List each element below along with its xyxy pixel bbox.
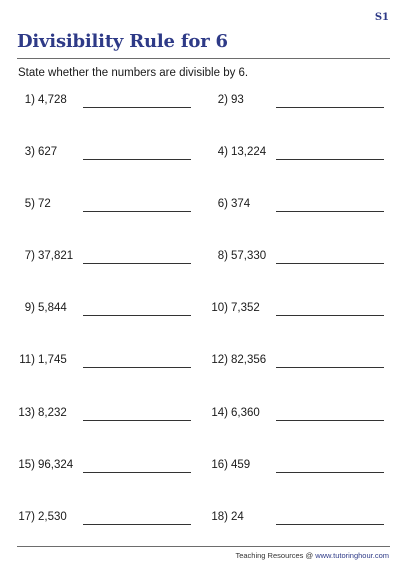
problem-number: 7): [24, 250, 35, 263]
problem-value: 6,360: [231, 406, 260, 419]
answer-line[interactable]: [83, 524, 191, 525]
problem-item: [15, 302, 208, 354]
answer-line[interactable]: [276, 524, 384, 525]
problem-number: 16): [211, 458, 228, 471]
answer-line[interactable]: [83, 472, 191, 473]
problem-number: 2): [217, 94, 228, 106]
answer-line[interactable]: [83, 107, 191, 108]
answer-line[interactable]: [276, 472, 384, 473]
footer-site-link[interactable]: www.tutoringhour.com: [315, 551, 389, 560]
answer-line[interactable]: [276, 107, 384, 108]
problem-item: [15, 146, 208, 198]
problem-number: 10): [211, 302, 228, 315]
problem-number: 4): [217, 146, 228, 159]
problem-item: [15, 354, 208, 406]
answer-line[interactable]: [276, 263, 384, 264]
problem-value: 82,356: [231, 354, 267, 367]
instruction-text: State whether the numbers are divisible by 6.: [18, 67, 249, 79]
problem-value: 4,728: [38, 94, 67, 106]
problem-value: 13,224: [231, 146, 267, 159]
problem-number: 14): [211, 406, 228, 419]
footer-label: Teaching Resources @: [235, 551, 316, 560]
problem-item: [15, 407, 208, 459]
problem-number: 11): [19, 354, 35, 367]
problem-value: 72: [38, 198, 51, 211]
problem-value: 1,745: [38, 354, 67, 367]
problem-item: [208, 302, 401, 354]
answer-line[interactable]: [83, 420, 191, 421]
problem-number: 12): [211, 354, 228, 367]
problem-item: [15, 94, 208, 146]
problem-value: 2,530: [38, 510, 67, 523]
page-title: Divisibility Rule for 6: [17, 31, 228, 52]
problem-value: 37,821: [38, 250, 74, 263]
problem-number: 5): [24, 198, 35, 211]
problem-number: 1): [24, 94, 35, 106]
problem-number: 15): [18, 458, 35, 471]
problem-item: [208, 250, 401, 302]
problem-value: 7,352: [231, 302, 260, 315]
problem-number: 13): [18, 406, 35, 419]
problem-item: [208, 459, 401, 511]
problem-number: 6): [217, 198, 228, 211]
problem-item: [15, 511, 208, 563]
footer-credit: [235, 551, 389, 560]
answer-line[interactable]: [276, 211, 384, 212]
problem-item: [208, 354, 401, 406]
problem-value: 459: [231, 458, 251, 471]
problem-item: [15, 459, 208, 511]
problem-number: 18): [211, 510, 228, 523]
problem-number: 9): [24, 302, 35, 315]
problem-grid: [15, 94, 405, 563]
answer-line[interactable]: [83, 263, 191, 264]
problem-value: 93: [231, 94, 244, 106]
problem-number: 3): [24, 146, 35, 159]
answer-line[interactable]: [276, 367, 384, 368]
problem-value: 24: [231, 510, 244, 523]
answer-line[interactable]: [83, 211, 191, 212]
problem-value: 96,324: [38, 458, 74, 471]
footer-divider: [17, 546, 390, 547]
problem-item: [208, 146, 401, 198]
answer-line[interactable]: [276, 159, 384, 160]
problem-value: 5,844: [38, 302, 67, 315]
answer-line[interactable]: [83, 367, 191, 368]
problem-number: 8): [217, 250, 228, 263]
problem-item: [208, 94, 401, 146]
problem-item: [15, 250, 208, 302]
problem-value: 8,232: [38, 406, 67, 419]
answer-line[interactable]: [276, 420, 384, 421]
problem-item: [208, 407, 401, 459]
problem-item: [208, 198, 401, 250]
sheet-code: S1: [374, 12, 389, 23]
answer-line[interactable]: [83, 315, 191, 316]
answer-line[interactable]: [276, 315, 384, 316]
problem-value: 57,330: [231, 250, 267, 263]
header-divider: [17, 58, 390, 59]
problem-value: 374: [231, 198, 251, 211]
problem-number: 17): [18, 510, 35, 523]
problem-value: 627: [38, 146, 58, 159]
answer-line[interactable]: [83, 159, 191, 160]
problem-item: [15, 198, 208, 250]
